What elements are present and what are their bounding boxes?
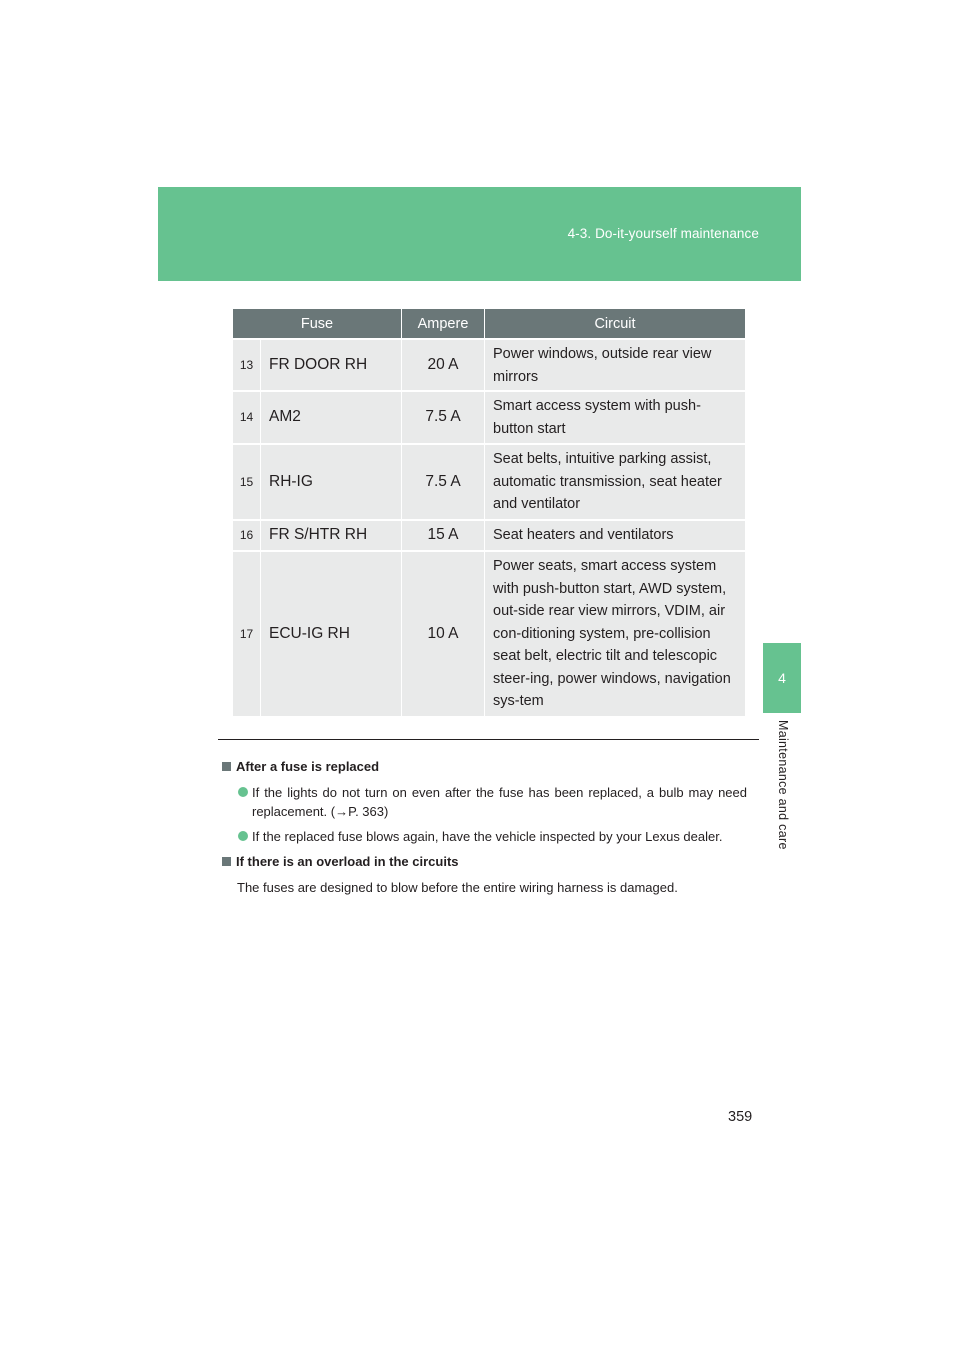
- fuse-ampere: 10 A: [402, 551, 485, 716]
- column-header-fuse: Fuse: [233, 309, 402, 339]
- fuse-ampere: 7.5 A: [402, 444, 485, 520]
- table-row: [233, 444, 745, 520]
- header-band: [158, 187, 801, 281]
- notes-section: [222, 757, 747, 903]
- fuse-number: 14: [233, 391, 261, 444]
- fuse-name: ECU-IG RH: [261, 551, 402, 716]
- square-bullet-icon: [222, 762, 231, 771]
- fuse-number: 17: [233, 551, 261, 716]
- fuse-circuit: Seat heaters and ventilators: [485, 520, 746, 551]
- fuse-ampere: 7.5 A: [402, 391, 485, 444]
- column-header-circuit: Circuit: [485, 309, 746, 339]
- bullet-item: [238, 783, 747, 821]
- fuse-circuit: Power seats, smart access system with push-button start, AWD system, out-side rear view mirrors, VDIM, air con-ditioning system, pre-collision seat belt, electric tilt and telescopic steer-ing, power windows, navigation sys-tem: [485, 551, 746, 716]
- fuse-name: RH-IG: [261, 444, 402, 520]
- section-divider: [218, 739, 759, 740]
- table-row: [233, 520, 745, 551]
- fuse-ampere: 15 A: [402, 520, 485, 551]
- fuse-number: 13: [233, 339, 261, 391]
- note-heading: [222, 852, 747, 871]
- section-title: 4-3. Do-it-yourself maintenance: [567, 226, 759, 241]
- chapter-tab: 4: [763, 643, 801, 713]
- fuse-name: AM2: [261, 391, 402, 444]
- table-row: [233, 339, 745, 391]
- fuse-number: 16: [233, 520, 261, 551]
- fuse-number: 15: [233, 444, 261, 520]
- fuse-ampere: 20 A: [402, 339, 485, 391]
- page-number: 359: [728, 1109, 753, 1125]
- note-heading-text: After a fuse is replaced: [236, 759, 380, 774]
- note-heading-text: If there is an overload in the circuits: [236, 854, 459, 869]
- fuse-circuit: Power windows, outside rear view mirrors: [485, 339, 746, 391]
- square-bullet-icon: [222, 857, 231, 866]
- bullet-text: If the lights do not turn on even after the fuse has been replaced, a bulb may need replacement. (→P. 363): [252, 785, 747, 819]
- column-header-ampere: Ampere: [402, 309, 485, 339]
- fuse-table: [233, 309, 745, 716]
- table-row: [233, 551, 745, 716]
- chapter-title: Maintenance and care: [776, 720, 790, 850]
- bullet-text: If the replaced fuse blows again, have the vehicle inspected by your Lexus dealer.: [252, 829, 723, 844]
- round-bullet-icon: [238, 787, 248, 797]
- fuse-circuit: Seat belts, intuitive parking assist, automatic transmission, seat heater and ventilator: [485, 444, 746, 520]
- round-bullet-icon: [238, 831, 248, 841]
- table-row: [233, 391, 745, 444]
- fuse-name: FR DOOR RH: [261, 339, 402, 391]
- note-text: The fuses are designed to blow before the entire wiring harness is damaged.: [237, 880, 678, 895]
- table-header-row: [233, 309, 745, 339]
- fuse-name: FR S/HTR RH: [261, 520, 402, 551]
- fuse-circuit: Smart access system with push-button start: [485, 391, 746, 444]
- bullet-item: [238, 827, 747, 846]
- note-heading: [222, 757, 747, 776]
